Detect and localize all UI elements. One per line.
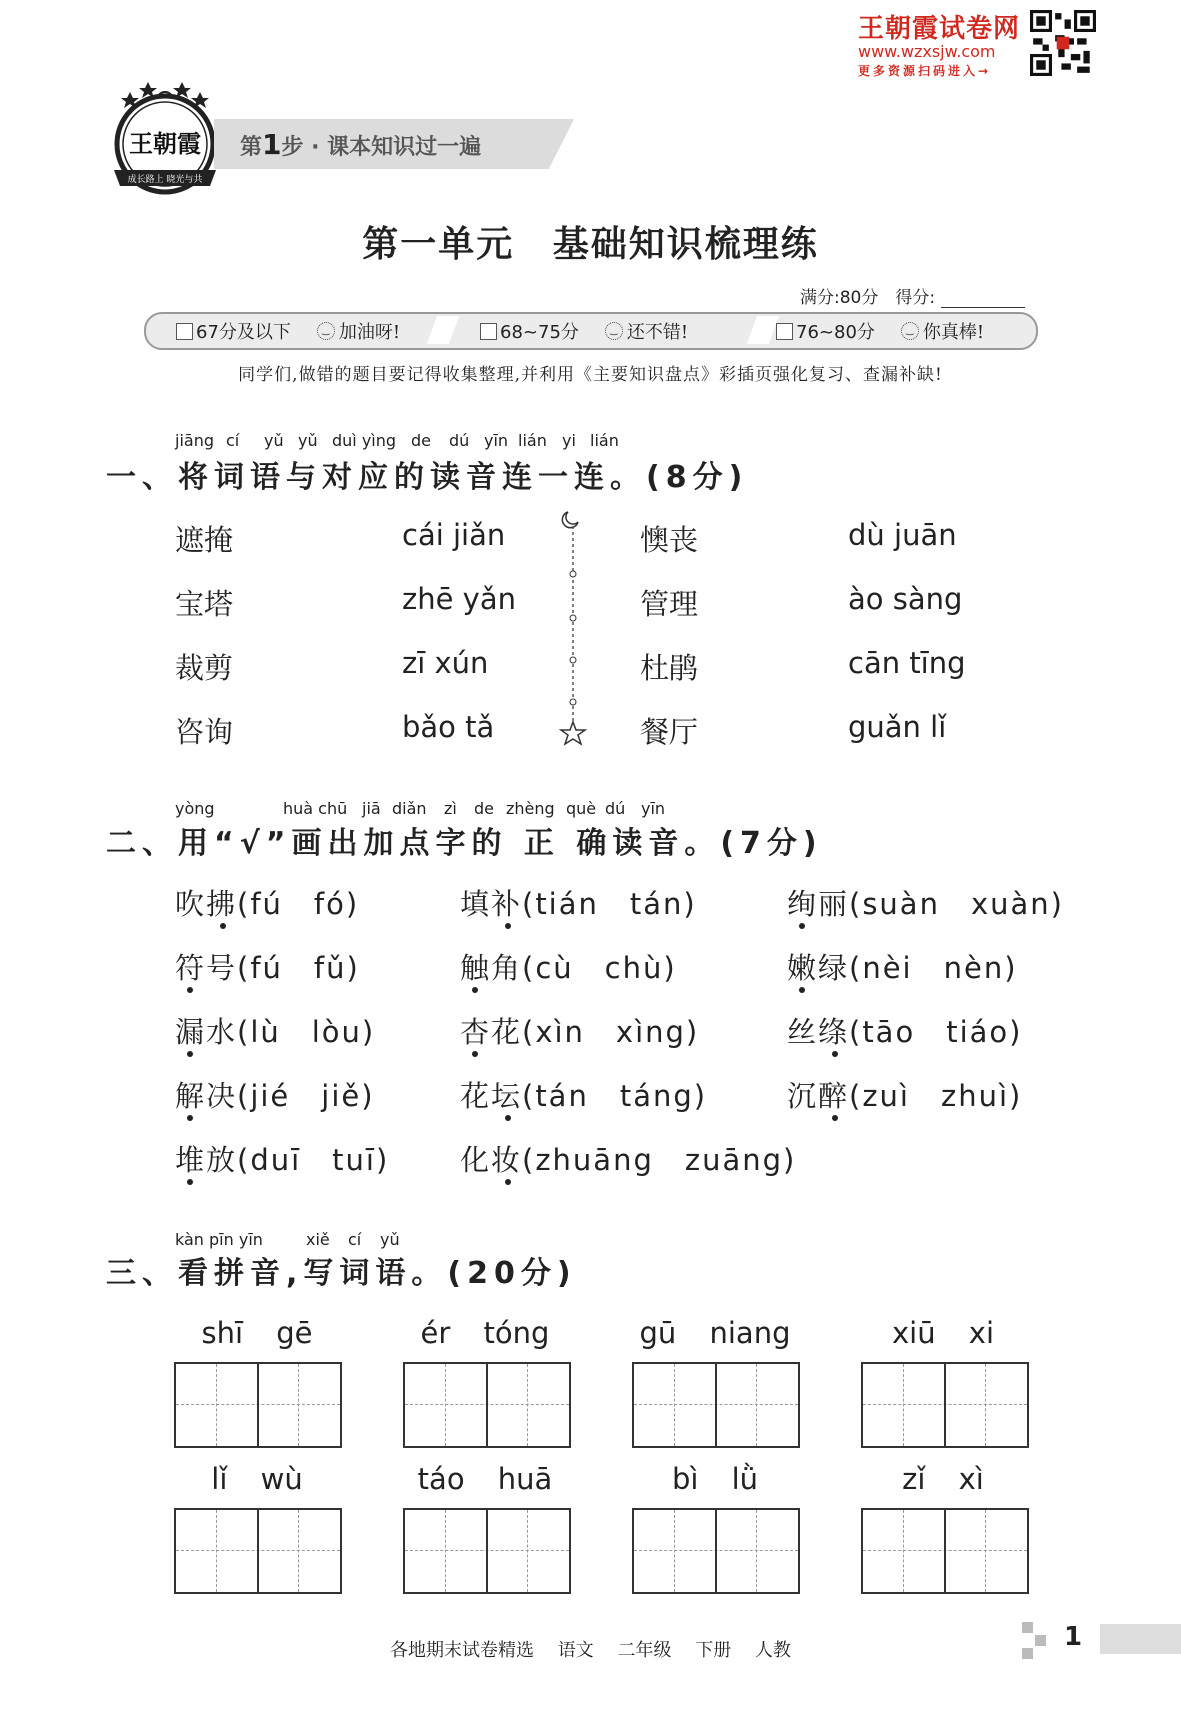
emphasis-dot <box>187 987 193 993</box>
writing-grid[interactable] <box>861 1508 1029 1594</box>
page-title: 第一单元 基础知识梳理练 <box>362 224 819 265</box>
emphasis-dot <box>472 1051 478 1057</box>
writing-grid[interactable] <box>174 1508 342 1594</box>
word-item[interactable]: 裁剪 <box>175 651 234 685</box>
writing-grid[interactable] <box>403 1362 571 1448</box>
pinyin-prompt: gū niang <box>639 1316 791 1350</box>
pinyin-annotation: què <box>566 799 597 818</box>
pinyin-item[interactable]: cái jiǎn <box>402 518 506 552</box>
reading-choice[interactable]: 丝绦(tāo tiáo) <box>787 1015 1023 1049</box>
grade-option[interactable]: 76~80分 ‿ 你真棒! <box>776 318 984 344</box>
pinyin-annotation: yīn <box>641 799 666 818</box>
reading-choice[interactable]: 填补(tián tán) <box>460 887 697 921</box>
pinyin-annotation: dú <box>449 431 470 450</box>
pinyin-item[interactable]: zī xún <box>402 646 489 680</box>
reading-choice[interactable]: 嫩绿(nèi nèn) <box>787 951 1018 985</box>
pinyin-prompt: táo huā <box>417 1462 553 1496</box>
pinyin-prompt: shī gē <box>201 1316 313 1350</box>
pinyin-annotation: lián <box>590 431 619 450</box>
emphasis-dot <box>832 1051 838 1057</box>
svg-text:王朝霞: 王朝霞 <box>129 129 201 158</box>
pinyin-annotation: yǔ <box>298 431 318 450</box>
reading-choice[interactable]: 符号(fú fǔ) <box>175 951 360 985</box>
word-item[interactable]: 杜鹃 <box>640 651 699 685</box>
pinyin-annotation: zhèng <box>506 799 555 818</box>
smile-icon: ‿ <box>901 322 919 340</box>
pinyin-prompt: ér tóng <box>420 1316 550 1350</box>
pinyin-annotation: jiā <box>362 799 381 818</box>
pinyin-annotation: yīn <box>484 431 509 450</box>
decor-square <box>1022 1622 1033 1633</box>
emphasis-dot <box>187 1115 193 1121</box>
writing-grid[interactable] <box>403 1508 571 1594</box>
checkbox[interactable] <box>776 323 793 340</box>
reading-choice[interactable]: 杏花(xìn xìng) <box>460 1015 700 1049</box>
reading-choice[interactable]: 化妆(zhuāng zuāng) <box>460 1143 797 1177</box>
emphasis-dot <box>472 987 478 993</box>
smile-icon: ‿ <box>317 322 335 340</box>
step-label: 第1步 · 课本知识过一遍 <box>240 128 482 161</box>
emphasis-dot <box>505 923 511 929</box>
word-item[interactable]: 餐厅 <box>640 715 699 749</box>
word-item[interactable]: 宝塔 <box>175 587 234 621</box>
pinyin-annotation: cí <box>226 431 240 450</box>
pinyin-prompt: lǐ wù <box>211 1462 303 1496</box>
pinyin-annotation: yǔ <box>380 1230 400 1249</box>
word-item[interactable]: 遮掩 <box>175 523 234 557</box>
pinyin-annotation: zì <box>444 799 457 818</box>
pinyin-item[interactable]: bǎo tǎ <box>402 710 495 744</box>
reading-choice[interactable]: 绚丽(suàn xuàn) <box>787 887 1064 921</box>
writing-grid[interactable] <box>632 1362 800 1448</box>
pinyin-annotation: duì yìng <box>332 431 397 450</box>
notice-text: 同学们,做错的题目要记得收集整理,并利用《主要知识盘点》彩插页强化复习、查漏补缺! <box>238 365 943 385</box>
emphasis-dot <box>799 987 805 993</box>
brand-name: 王朝霞试卷网 <box>858 14 1021 44</box>
emphasis-dot <box>220 923 226 929</box>
page-bar <box>1100 1624 1181 1654</box>
emphasis-dot <box>799 923 805 929</box>
reading-choice[interactable]: 漏水(lù lòu) <box>175 1015 376 1049</box>
reading-choice[interactable]: 解决(jié jiě) <box>175 1079 375 1113</box>
pinyin-item[interactable]: zhē yǎn <box>402 582 516 616</box>
pinyin-annotation: kàn pīn yīn <box>175 1230 263 1249</box>
section-title-1: 一、将词语与对应的读音连一连。(8分) <box>106 460 749 495</box>
star-chain-divider <box>558 508 588 748</box>
score-blank[interactable] <box>941 307 1025 308</box>
footer-text: 各地期末试卷精选 语文 二年级 下册 人教 <box>390 1640 791 1661</box>
decor-square <box>1022 1648 1033 1659</box>
pinyin-item[interactable]: dù juān <box>848 518 957 552</box>
pinyin-prompt: xiū xi <box>891 1316 995 1350</box>
score-line: 满分:80分 得分: <box>800 283 1025 308</box>
qr-code-icon[interactable] <box>1030 10 1096 76</box>
pinyin-annotation: yi <box>562 431 576 450</box>
word-item[interactable]: 懊丧 <box>640 523 699 557</box>
pinyin-annotation: jiāng <box>175 431 214 450</box>
pinyin-annotation: diǎn <box>392 799 427 818</box>
writing-grid[interactable] <box>632 1508 800 1594</box>
reading-choice[interactable]: 触角(cù chù) <box>460 951 677 985</box>
checkbox[interactable] <box>176 323 193 340</box>
emphasis-dot <box>187 1179 193 1185</box>
grade-option[interactable]: 67分及以下 ‿ 加油呀! <box>176 318 400 344</box>
pinyin-prompt: zǐ xì <box>902 1462 984 1496</box>
brand-seal-logo <box>106 78 224 200</box>
pinyin-annotation: dú <box>605 799 626 818</box>
reading-choice[interactable]: 沉醉(zuì zhuì) <box>787 1079 1023 1113</box>
pinyin-annotation: xiě <box>306 1230 330 1249</box>
emphasis-dot <box>505 1115 511 1121</box>
pinyin-annotation: yòng <box>175 799 215 818</box>
emphasis-dot <box>187 1051 193 1057</box>
pinyin-prompt: bì lǜ <box>671 1462 759 1496</box>
word-item[interactable]: 咨询 <box>175 715 234 749</box>
writing-grid[interactable] <box>174 1362 342 1448</box>
pinyin-item[interactable]: cān tīng <box>848 646 966 680</box>
section-title-2: 二、用“√”画出加点字的 正 确读音。(7分) <box>106 826 823 861</box>
brand-scan-hint: 更多资源扫码进入→ <box>858 64 992 78</box>
svg-text:成长路上 晓光与共: 成长路上 晓光与共 <box>127 175 203 185</box>
writing-grid[interactable] <box>861 1362 1029 1448</box>
pinyin-annotation: cí <box>348 1230 362 1249</box>
reading-choice[interactable]: 花坛(tán táng) <box>460 1079 708 1113</box>
pinyin-annotation: yǔ <box>264 431 284 450</box>
pinyin-annotation: huà chū <box>283 799 348 818</box>
decor-square <box>1035 1635 1046 1646</box>
checkbox[interactable] <box>480 323 497 340</box>
word-item[interactable]: 管理 <box>640 587 699 621</box>
brand-url[interactable]: www.wzxsjw.com <box>858 42 996 61</box>
pinyin-item[interactable]: ào sàng <box>848 582 963 616</box>
pinyin-annotation: de <box>474 799 494 818</box>
emphasis-dot <box>832 1115 838 1121</box>
pinyin-annotation: de <box>411 431 431 450</box>
pinyin-annotation: lián <box>518 431 547 450</box>
smile-icon: ‿ <box>605 322 623 340</box>
reading-choice[interactable]: 堆放(duī tuī) <box>175 1143 390 1177</box>
section-title-3: 三、看拼音,写词语。(20分) <box>106 1256 577 1291</box>
emphasis-dot <box>505 1179 511 1185</box>
page-number: 1 <box>1064 1622 1083 1652</box>
pinyin-item[interactable]: guǎn lǐ <box>848 710 947 744</box>
grade-option[interactable]: 68~75分 ‿ 还不错! <box>480 318 688 344</box>
reading-choice[interactable]: 吹拂(fú fó) <box>175 887 360 921</box>
